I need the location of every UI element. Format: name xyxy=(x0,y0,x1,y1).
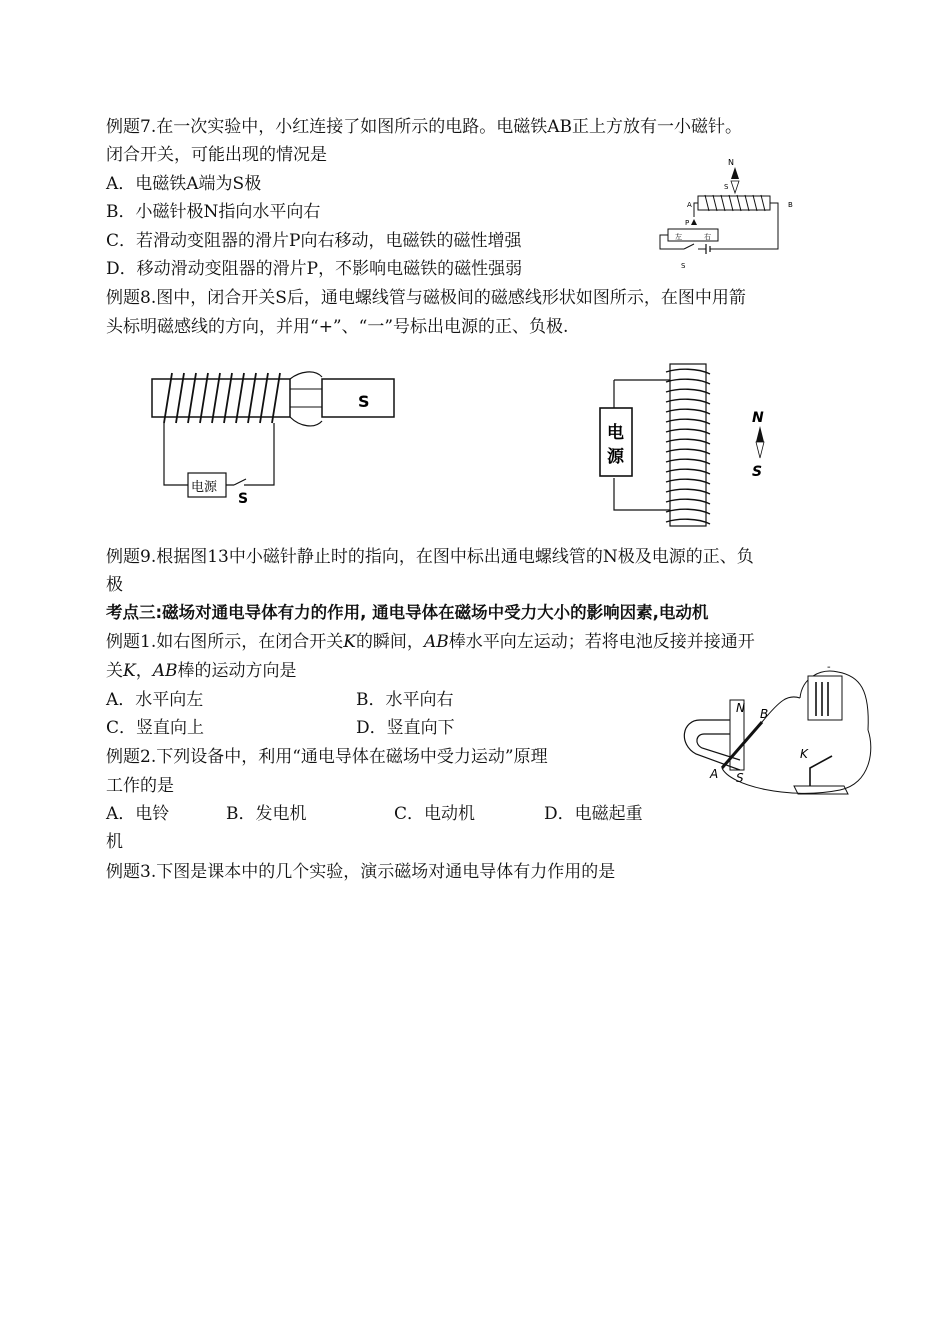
e2-option-a: A．电铃 xyxy=(106,804,170,824)
q8-fig-switch: S xyxy=(238,491,249,507)
battery xyxy=(808,676,842,720)
q7-fig-p: P xyxy=(685,219,690,227)
q9-line2: 极 xyxy=(106,575,123,595)
q7-fig-left: 左 xyxy=(675,233,682,241)
solenoid-coil xyxy=(666,369,710,524)
switch-lever xyxy=(810,756,832,786)
battery xyxy=(706,244,710,254)
q8-line2: 头标明磁感线的方向，并用“+”、“一”号标出电源的正、负极. xyxy=(106,317,569,337)
q7-option-a: A．电磁铁A端为S极 xyxy=(106,174,262,194)
q7-option-c: C．若滑动变阻器的滑片P向右移动，电磁铁的磁性增强 xyxy=(106,231,522,251)
e1-k: K xyxy=(343,632,356,652)
q7-line1: 例题7.在一次实验中，小红连接了如图所示的电路。电磁铁AB正上方放有一小磁针。 xyxy=(106,117,742,137)
q8-solenoid-magnet-figure xyxy=(150,365,400,505)
e1-fig-minus: - xyxy=(827,662,831,673)
q7-circuit-figure xyxy=(650,155,800,275)
switch xyxy=(226,479,246,485)
e1-text: ， xyxy=(135,661,153,681)
q9-solenoid-figure xyxy=(598,360,778,530)
e3-line1: 例题3.下图是课本中的几个实验，演示磁场对通电导体有力作用的是 xyxy=(106,862,616,882)
e1-text: 的瞬间， xyxy=(355,632,424,652)
q7-fig-switch: S xyxy=(681,262,686,270)
q9-line1: 例题9.根据图13中小磁针静止时的指向，在图中标出通电螺线管的N极及电源的正、负 xyxy=(106,547,754,567)
compass-needle-s xyxy=(756,442,764,458)
e1-line2 xyxy=(106,659,296,683)
section-title: 考点三:磁场对通电导体有力的作用, 通电导体在磁场中受力大小的影响因素,电动机 xyxy=(106,603,709,622)
q8-fig-source: 电源 xyxy=(191,480,218,495)
q8-fig-s-pole: S xyxy=(358,392,370,411)
wire xyxy=(694,203,698,217)
e1-text: 关 xyxy=(106,661,123,681)
e1-text: 棒水平向左运动；若将电池反接并接通开 xyxy=(448,632,755,652)
e1-fig-n: N xyxy=(736,701,745,715)
q7-option-d: D．移动滑动变阻器的滑片P，不影响电磁铁的磁性强弱 xyxy=(106,259,523,279)
electromagnet-core xyxy=(698,196,770,210)
solenoid-coil xyxy=(164,373,280,423)
e1-text: 例题1.如右图所示，在闭合开关 xyxy=(106,632,344,652)
e1-ab: AB xyxy=(423,632,449,652)
slider-p xyxy=(691,219,697,225)
q7-fig-right: 右 xyxy=(704,233,711,241)
e1-fig-a: A xyxy=(710,767,719,781)
solenoid-core xyxy=(152,379,290,417)
compass-needle-n xyxy=(731,167,739,179)
q9-fig-n: N xyxy=(752,410,764,426)
solenoid-core xyxy=(670,364,706,526)
q8-line1: 例题8.图中，闭合开关S后，通电螺线管与磁极间的磁感线形状如图所示，在图中用箭 xyxy=(106,288,746,308)
compass-needle-n xyxy=(756,426,764,442)
compass-needle-s xyxy=(731,181,739,193)
q7-fig-b: B xyxy=(788,201,793,209)
q7-fig-s: S xyxy=(724,183,729,191)
e2-option-d: D．电磁起重 xyxy=(544,804,643,824)
e2-option-d-wrap: 机 xyxy=(106,832,123,852)
e1-option-b: B．水平向右 xyxy=(356,690,454,710)
switch xyxy=(684,244,694,249)
q7-option-b: B．小磁针极N指向水平向右 xyxy=(106,202,321,222)
e1-k: K xyxy=(123,661,136,681)
field-line xyxy=(290,389,322,407)
q7-line2: 闭合开关，可能出现的情况是 xyxy=(106,145,327,165)
e2-line2: 工作的是 xyxy=(106,776,174,796)
q9-fig-source-2: 源 xyxy=(607,447,624,467)
e2-option-c: C．电动机 xyxy=(394,804,476,824)
e1-fig-b: B xyxy=(760,707,769,721)
electromagnet-coil xyxy=(705,195,765,211)
field-line xyxy=(290,372,322,426)
e1-fig-k: K xyxy=(800,747,808,761)
e1-text: 棒的运动方向是 xyxy=(177,661,297,681)
q9-fig-source-1: 电 xyxy=(607,423,624,443)
q9-fig-s: S xyxy=(752,464,763,480)
ab-rod xyxy=(722,722,762,768)
e1-ab: AB xyxy=(152,661,178,681)
e2-line1: 例题2.下列设备中，利用“通电导体在磁场中受力运动”原理 xyxy=(106,747,548,767)
q7-fig-a: A xyxy=(687,201,692,209)
q7-fig-n: N xyxy=(728,158,734,167)
e1-motor-experiment-figure xyxy=(670,660,885,810)
e2-option-b: B．发电机 xyxy=(226,804,307,824)
e1-option-d: D．竖直向下 xyxy=(356,718,455,738)
e1-option-a: A．水平向左 xyxy=(106,690,204,710)
e1-line1 xyxy=(106,630,755,654)
e1-option-c: C．竖直向上 xyxy=(106,718,205,738)
e1-fig-s: S xyxy=(736,771,744,785)
horseshoe-magnet-outer xyxy=(684,720,740,770)
